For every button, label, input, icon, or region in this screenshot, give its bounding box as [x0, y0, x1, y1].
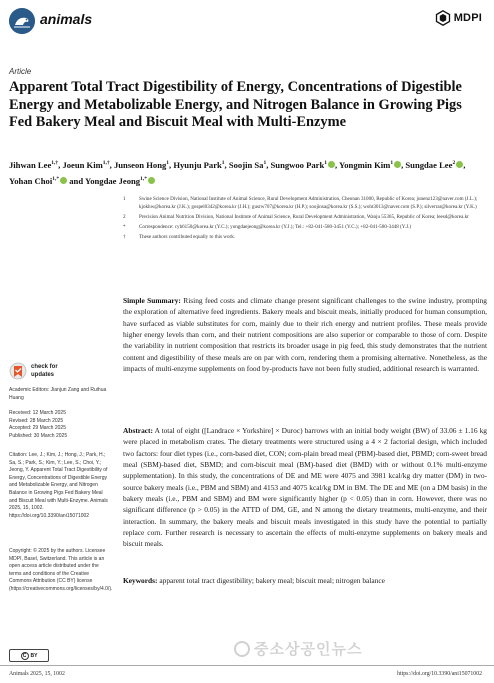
cc-by-license-logo[interactable]: [9, 649, 49, 662]
simple-summary-heading: Simple Summary:: [123, 296, 181, 305]
copyright: Copyright: © 2025 by the authors. Licensee MDPI, Basel, Switzerland. This article is an open access article distributed under the terms and conditions of the Creative Commons Attribution (CC BY) license (https://creativecommons.org/licenses/by/4.0/).: [9, 548, 113, 592]
author-item: Hyunju Park$^1$,: [173, 159, 229, 170]
keywords-heading: Keywords:: [123, 576, 158, 585]
publisher-logo: [435, 10, 482, 26]
affiliations: [123, 196, 487, 245]
publisher-name: MDPI: [453, 12, 482, 24]
affiliation-item: † These authors contributed equally to this work.: [123, 234, 236, 241]
keywords: [123, 575, 487, 586]
author-list: [9, 156, 487, 188]
publication-dates: [9, 410, 111, 440]
cc-icon: C: [21, 652, 29, 660]
citation: Citation: Lee, J.; Kim, J.; Hong, J.; Park, H.; Sa, S.; Park, S.; Kim, Y.; Lee, S.; Choi, Y.; Jeong, Y. Apparent Total Tract Digestibility of Energy, Concentrations of Digestible Energy and Metabolizable Energy, and Nitrogen Balance in Growing Pigs Fed Bakery Meal and Biscuit Meal with Multi-Enzyme. Animals 2025, 15, 1002. https://doi.org/10.3390/ani15071002: [9, 452, 108, 519]
paper-title: Apparent Total Tract Digestibility of Energy, Concentrations of Digestible Energy and Metabolizable Energy, and Nitrogen Balance in Growing Pigs Fed Bakery Meal and Biscuit Meal with Multi-Enzyme: [9, 79, 462, 131]
author-item: Jihwan Lee$^{1,\dagger}$,: [9, 159, 63, 170]
footer-doi-link[interactable]: https://doi.org/10.3390/ani15071002: [397, 671, 482, 677]
affiliation-item: 2 Precision Animal Nutrition Division, National Institute of Animal Science, Rural Development Administration, Wanju 55365, Republic of Korea; leesd@korea.kr: [123, 213, 469, 220]
article-type: Article: [9, 67, 32, 76]
author-item: Sungwoo Park$^1$ ,: [270, 159, 339, 170]
watermark-icon: [234, 641, 250, 657]
page-footer: [0, 665, 494, 679]
published-date: Published: 30 March 2025: [9, 432, 68, 439]
journal-logo-icon: [9, 8, 35, 34]
abstract: [123, 425, 487, 549]
affiliation-item: 1 Swine Science Division, National Institute of Animal Science, Rural Development Administration, Cheonan 31000, Republic of Korea; junenz123@naver.com (J.L.); kjokhw@korea.kr (J.K.); gospel0342@korea.kr (J.H.); gusrw707@korea.kr (H.P.); soojinsa@korea.kr (S.S.); woht3013@naver.com (S.P.); silverrar@korea.kr (Y.K.): [123, 196, 478, 210]
check-updates-icon: [9, 362, 27, 380]
author-item: Soojin Sa$^1$,: [228, 159, 271, 170]
simple-summary-text: Rising feed costs and climate change present significant challenges to the swine industry, prompting the exploration of alternative feed ingredients. Bakery meals and biscuit meals, initially produced for human consumption, have surfaced as viable substitutes for corn, mainly due to their rich energy and nutrient profiles. These meals provide higher energy levels than corn, and their nutrient compositions are also superior or comparable to those of corn. Despite the variability in nutrient composition that restricts its broader usage in pig feed, this study demonstrates that the nutrient content and digestibility of these meals are on par with corn, rendering them a promising alternative. Nonetheless, as the impacts of multi-enzyme supplements on food by-products have not been fully studied, additional research is warranted.: [123, 296, 487, 373]
footer-journal-ref: Animals 2025, 15, 1002: [9, 671, 65, 677]
watermark-text: 중소상공인뉴스: [254, 640, 363, 658]
check-updates-line2: updates: [31, 371, 55, 378]
author-item: Yohan Choi$^{1,*}$ and: [9, 175, 85, 186]
mdpi-logo-icon: [435, 10, 451, 26]
orcid-icon[interactable]: [148, 177, 155, 184]
academic-editors: Academic Editors: Jianjun Zang and Ruihua Huang: [9, 387, 107, 401]
author-item: Yongdae Jeong$^{1,*}$: [85, 176, 155, 186]
received-date: Received: 12 March 2025: [9, 410, 66, 416]
author-item: Junseon Hong$^1$,: [113, 159, 174, 170]
check-updates-line1: check for: [31, 364, 58, 370]
cc-by-label: BY: [30, 652, 38, 659]
author-item: Sungdae Lee$^2$ ,: [405, 159, 466, 170]
simple-summary: [123, 295, 487, 374]
affiliation-item: * Correspondence: cyh6150@korea.kr (Y.C.); yongdaejeong@korea.kr (Y.J.); Tel.: +82-041-580-3451 (Y.C.); +82-041-580-3448 (Y.J.): [123, 224, 412, 231]
author-item: Joeun Kim$^{1,\dagger}$,: [62, 159, 114, 170]
orcid-icon[interactable]: [328, 161, 335, 168]
check-for-updates-badge[interactable]: [9, 362, 109, 384]
accepted-date: Accepted: 29 March 2025: [9, 425, 66, 432]
watermark: [234, 638, 362, 659]
abstract-heading: Abstract:: [123, 426, 153, 435]
journal-name: animals: [40, 11, 93, 27]
keywords-text: apparent total tract digestibility; bakery meal; biscuit meal; nitrogen balance: [159, 576, 385, 585]
abstract-text: A total of eight ([Landrace × Yorkshire] × Duroc) barrows with an initial body weight (BW) of 33.06 ± 1.16 kg were placed in metabolism crates. The dietary treatments were structured using a 4 × 2 factorial design, which included two factors: four diet types (i.e., corn-based diet, CON; corn-plain bread meal (PBM)-based diet, PBMD; corn-sweet bread meal (SBM)-based diet, SBMD; and corn-biscuit meal (BM)-based diet (BMD) with or without 0.1% multi-enzyme supplementation). In this study, the concentrations of DE and ME were 4075 and 3981 kcal/kg dry matter (DM) in two-source bakery meals (i.e., PBM and SBM) and 4153 and 4075 kcal/kg DM in BM. The DE and ME (on a DM basis) in the bakery meals (i.e., PBM and SBM) and BM were significantly higher (p < 0.05) than in corn. However, there was no significant difference (p > 0.05) in the ATTD of DM, GE, and N among the dietary treatments, multi-enzyme, and their interaction. In summary, the bakery meals and biscuit meals investigated in this study have the potential to partially replace corn. Further research is necessary to ascertain the effects of multi-enzyme supplements on bakery meals and biscuit meals.: [123, 426, 487, 549]
author-item: Yongmin Kim$^1$ ,: [339, 159, 406, 170]
page-header: [0, 0, 494, 48]
revised-date: Revised: 28 March 2025: [9, 417, 64, 424]
